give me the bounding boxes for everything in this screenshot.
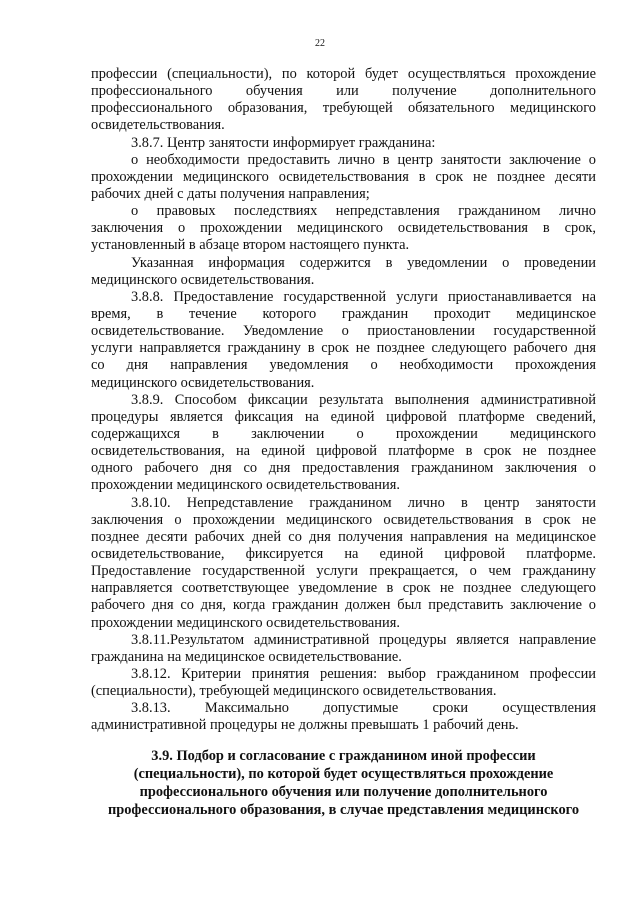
- text-line: позднее десяти рабочих дней со дня получения направления на медицинское: [91, 528, 596, 545]
- text-line: о правовых последствиях непредставления гражданином лично: [131, 203, 596, 220]
- text-line: медицинского освидетельствования.: [91, 271, 315, 288]
- text-line: заключения о прохождении медицинского освидетельствования в срок не: [91, 511, 596, 528]
- text-line: 3.8.11.Результатом административной процедуры является направление: [131, 631, 596, 648]
- text-line: медицинского освидетельствования.: [91, 374, 315, 391]
- text-line: профессионального обучения или получение дополнительного: [91, 83, 596, 100]
- text-line: 3.8.10. Непредставление гражданином лично в центр занятости: [131, 494, 596, 511]
- text-line: 3.8.12. Критерии принятия решения: выбор гражданином профессии: [131, 665, 596, 682]
- page-number: 22: [315, 38, 325, 49]
- text-line: прохождении медицинского освидетельствования.: [91, 477, 400, 494]
- text-line: со дня направления уведомления о необходимости прохождения: [91, 357, 596, 374]
- text-line: освидетельствование, фиксируется на единой цифровой платформе.: [91, 545, 596, 562]
- body-text: [91, 66, 596, 734]
- text-line: содержащихся в заключении о прохождении медицинского: [91, 425, 596, 442]
- text-line: время, в течение которого гражданин проходит медицинское: [91, 305, 596, 322]
- section-heading: [91, 747, 596, 819]
- text-line: рабочего дня со дня, когда гражданин должен был представить заключение о: [91, 597, 596, 614]
- text-line: (специальности), требующей медицинского освидетельствования.: [91, 683, 497, 700]
- text-line: 3.8.9. Способом фиксации результата выполнения административной: [131, 391, 596, 408]
- heading-line: (специальности), по которой будет осуществляться прохождение: [133, 766, 554, 782]
- text-line: рабочих дней с даты получения направления;: [91, 185, 370, 202]
- text-line: освидетельствования, на единой цифровой платформе в срок не позднее: [91, 443, 596, 460]
- text-line: заключения о прохождении медицинского освидетельствования в срок,: [91, 220, 596, 237]
- text-line: освидетельствование. Уведомление о приостановлении государственной: [91, 323, 596, 340]
- text-line: направляется соответствующее уведомление в срок не позднее следующего: [91, 580, 596, 597]
- text-line: профессионального образования, требующей обязательного медицинского: [91, 100, 596, 117]
- text-line: 3.8.13. Максимально допустимые сроки осуществления: [131, 700, 596, 717]
- text-line: прохождении медицинского освидетельствования в срок не позднее десяти: [91, 168, 596, 185]
- text-line: 3.8.7. Центр занятости информирует гражданина:: [131, 134, 436, 151]
- text-line: одного рабочего дня со дня предоставления гражданином заключения о: [91, 460, 596, 477]
- heading-line: профессионального образования, в случае представления медицинского: [107, 802, 580, 818]
- text-line: услуги направляется гражданину в срок не позднее следующего рабочего дня: [91, 340, 596, 357]
- text-line: 3.8.8. Предоставление государственной услуги приостанавливается на: [131, 288, 596, 305]
- text-line: о необходимости предоставить лично в центр занятости заключение о: [131, 151, 596, 168]
- text-line: гражданина на медицинское освидетельствование.: [91, 648, 402, 665]
- text-line: Предоставление государственной услуги прекращается, о чем гражданину: [91, 563, 596, 580]
- text-line: профессии (специальности), по которой будет осуществляться прохождение: [91, 66, 596, 82]
- text-line: Указанная информация содержится в уведомлении о проведении: [131, 254, 596, 271]
- text-line: процедуры является фиксация на единой цифровой платформе сведений,: [91, 408, 596, 425]
- heading-line: профессионального обучения или получение дополнительного: [139, 784, 548, 800]
- text-line: прохождении медицинского освидетельствования.: [91, 614, 400, 631]
- heading-line: 3.9. Подбор и согласование с гражданином иной профессии: [151, 748, 536, 764]
- text-line: установленный в абзаце втором настоящего пункта.: [91, 237, 410, 254]
- text-line: административной процедуры не должны превышать 1 рабочий день.: [91, 717, 519, 734]
- text-line: освидетельствования.: [91, 117, 225, 134]
